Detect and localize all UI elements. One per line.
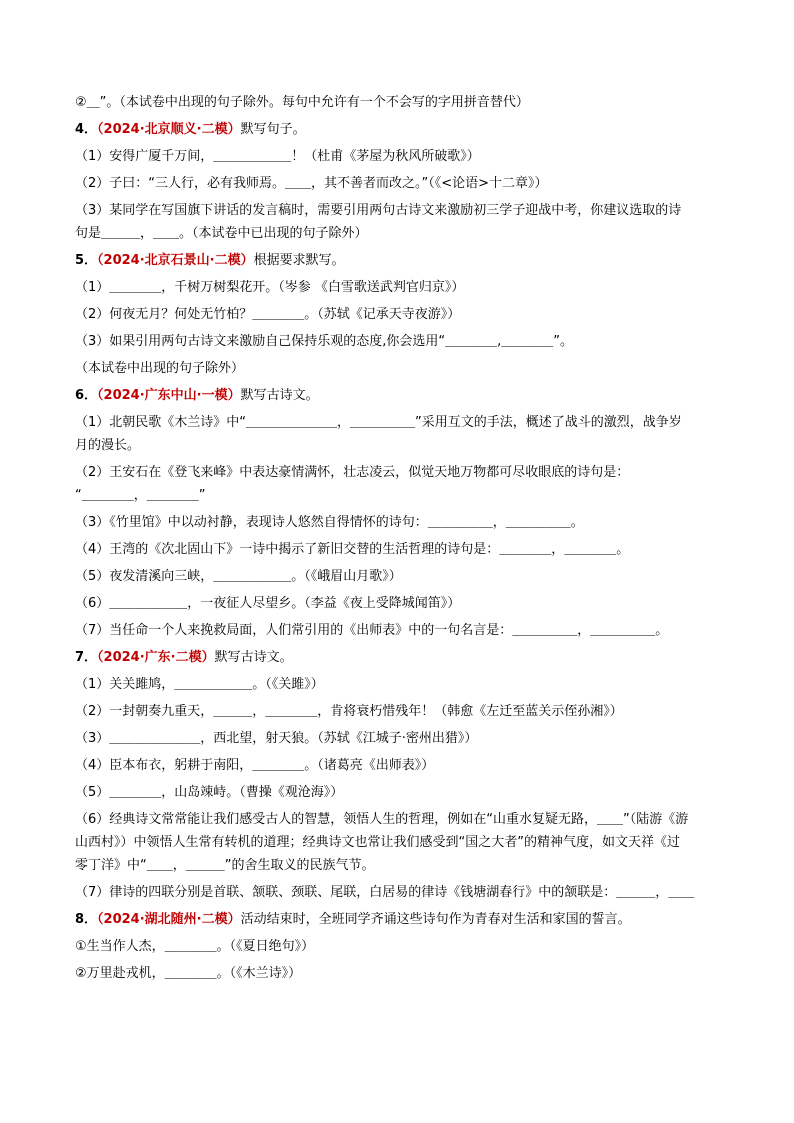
sub-question: （6）经典诗文常常能让我们感受古人的智慧，领悟人生的哲理，例如在“山重水复疑无路，＿＿”（陆游《游 xyxy=(75,812,689,827)
sub-question: （3）某同学在写国旗下讲话的发言稿时，需要引用两句古诗文来激励初三学子迎战中考，你建议选取的诗 xyxy=(75,203,682,218)
sub-question: （3）《竹里馆》中以动衬静，表现诗人悠然自得情怀的诗句：＿＿＿＿＿，＿＿＿＿＿。 xyxy=(75,515,584,530)
sub-question: （5）夜发清溪向三峡，＿＿＿＿＿＿。（《峨眉山月歌》） xyxy=(75,569,402,584)
sub-question: （4）臣本布衣，躬耕于南阳，＿＿＿＿。（诸葛亮《出师表》） xyxy=(75,758,435,773)
sub-question: （2）何夜无月？何处无竹柏？＿＿＿＿。（苏轼《记承天寺夜游》） xyxy=(75,307,461,322)
sub-question-continued: 零丁洋》中“＿＿，＿＿＿”的舍生取义的民族气节。 xyxy=(75,858,375,873)
question-number: 5． xyxy=(75,253,98,268)
sub-question: ①生当作人杰，＿＿＿＿。（《夏日绝句》） xyxy=(75,939,315,954)
question-heading-5 xyxy=(75,251,725,270)
sub-question: （3）＿＿＿＿＿＿＿，西北望，射天狼。（苏轼《江城子·密州出猎》） xyxy=(75,731,478,746)
question-source: （2024·湖北随州·二模） xyxy=(97,912,241,927)
sub-question: （6）＿＿＿＿＿＿，一夜征人尽望乡。（李益《夜上受降城闻笛》） xyxy=(75,596,461,611)
question-source: （2024·广东·二模） xyxy=(97,650,215,665)
question-heading-7 xyxy=(75,648,725,667)
sub-question: （3）如果引用两句古诗文来激励自己保持乐观的态度,你会选用“＿＿＿＿,＿＿＿＿”。 xyxy=(75,334,574,349)
question-heading-4 xyxy=(75,120,725,139)
answer-line: ②＿”。（本试卷中出现的句子除外。每句中允许有一个不会写的字用拼音替代） xyxy=(75,95,529,110)
question-heading-6 xyxy=(75,386,725,405)
sub-question: （5）＿＿＿＿，山岛竦峙。（曹操《观沧海》） xyxy=(75,785,344,800)
question-number: 7． xyxy=(75,650,98,665)
sub-question: （2）王安石在《登飞来峰》中表达豪情满怀，壮志凌云，似觉天地万物都可尽收眼底的诗句是： xyxy=(75,465,630,480)
question-number: 6． xyxy=(75,388,98,403)
sub-question: （1）关关雎鸠，＿＿＿＿＿＿。（《关雎》） xyxy=(75,677,324,692)
sub-question: （4）王湾的《次北固山下》一诗中揭示了新旧交替的生活哲理的诗句是：＿＿＿＿，＿＿＿＿。 xyxy=(75,542,630,557)
note-line: （本试卷中出现的句子除外） xyxy=(75,361,245,376)
question-prompt: 默写句子。 xyxy=(240,122,306,137)
sub-question: （1）＿＿＿＿，千树万树梨花开。（岑参 《白雪歌送武判官归京》） xyxy=(75,280,465,295)
question-number: 8． xyxy=(75,912,98,927)
sub-question: （1）北朝民歌《木兰诗》中“＿＿＿＿＿＿＿，＿＿＿＿＿”采用互文的手法，概述了战斗的激烈，战争岁 xyxy=(75,415,682,430)
sub-question: ②万里赴戎机，＿＿＿＿。（《木兰诗》） xyxy=(75,966,302,981)
question-prompt: 根据要求默写。 xyxy=(253,253,345,268)
sub-question: （2）一封朝奏九重天，＿＿＿，＿＿＿＿，肯将衰朽惜残年！（韩愈《左迁至蓝关示侄孙湘》） xyxy=(75,704,623,719)
sub-question-continued: 山西村》）中领悟人生常有转机的道理；经典诗文也常让我们感受到“国之大者”的精神气度，如文天祥《过 xyxy=(75,835,680,850)
sub-question: （7）律诗的四联分别是首联、颔联、颈联、尾联，白居易的律诗《钱塘湖春行》中的颔联是：＿＿＿，＿＿ xyxy=(75,885,695,900)
sub-question: （2）子曰：“三人行，必有我师焉。＿＿，其不善者而改之。”（《<论语>十二章》） xyxy=(75,176,548,191)
sub-question-continued: 句是＿＿＿，＿＿。（本试卷中已出现的句子除外） xyxy=(75,226,368,241)
question-prompt: 默写古诗文。 xyxy=(240,388,319,403)
sub-question-continued: 月的漫长。 xyxy=(75,438,141,453)
sub-question-continued: “＿＿＿＿，＿＿＿＿” xyxy=(75,488,206,503)
question-source: （2024·北京石景山·二模） xyxy=(97,253,254,268)
sub-question: （1）安得广厦千万间，＿＿＿＿＿＿！（杜甫《茅屋为秋风所破歌》） xyxy=(75,149,480,164)
sub-question: （7）当任命一个人来挽救局面，人们常引用的《出师表》中的一句名言是：＿＿＿＿＿，＿＿＿＿＿。 xyxy=(75,623,669,638)
question-source: （2024·广东中山·一模） xyxy=(97,388,241,403)
question-prompt: 活动结束时，全班同学齐诵这些诗句作为青春对生活和家国的誓言。 xyxy=(240,912,631,927)
question-heading-8 xyxy=(75,910,725,929)
question-prompt: 默写古诗文。 xyxy=(214,650,293,665)
question-number: 4． xyxy=(75,122,98,137)
question-source: （2024·北京顺义·二模） xyxy=(97,122,241,137)
document-body xyxy=(75,93,725,991)
